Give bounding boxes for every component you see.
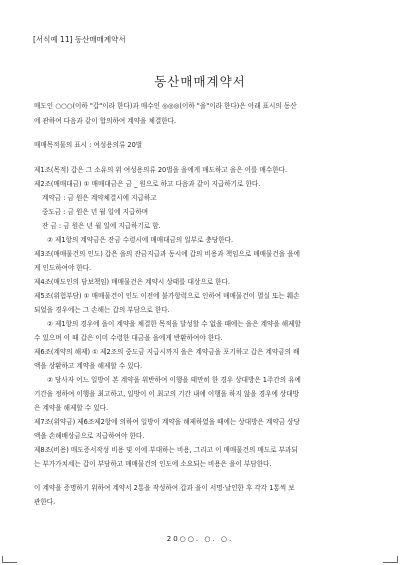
page-corner-mark-right [383,556,398,563]
item-description: 매매목적물의 표시 : 여성용의류 20벌 [34,141,143,149]
article-6-line-2: 액을 상환하고 계약을 해제할 수 있다. [34,362,143,370]
article-5-line-1: 제5조(위험부담) ① 매매물건이 인도 이전에 불가항력으로 인하여 매매물건이 멸실 또는 훼손 [34,292,300,300]
article-6-para-2-line-2: 기간을 정하여 이행을 최고하고, 일방이 이 최고의 기간 내에 이행을 하지 않을 경우에 상대방 [34,390,300,398]
article-6-para-2-line-3: 은 계약을 해제할 수 있다. [34,404,109,412]
article-8-line-2: 는 부가가치세는 갑이 부담하고 매매물건의 인도에 소요되는 비용은 을이 부담한다. [34,460,272,468]
contract-date: 20○○. ○. ○. [166,535,234,543]
page-corner-mark-left [2,556,17,563]
article-3-line-2: 게 인도하여야 한다. [34,264,92,272]
article-2-para-2: ② 제1항의 계약금은 잔금 수령시에 매매대금의 일부로 충당한다. [47,236,234,244]
payment-balance: 잔 금 : 금 원은 년 월 일에 지급하기로 함. [42,222,161,230]
article-4: 제4조(매도인의 담보책임) 매매물건은 계약시 상태를 대상으로 한다. [34,278,230,286]
intro-line-2: 에 관하여 다음과 같이 합의하여 계약을 체결한다. [34,117,177,125]
payment-deposit: 계약금 : 금 원은 계약체결시에 지급하고 [42,194,157,202]
article-6-para-2-line-1: ② 당사자 어느 일방이 본 계약을 위반하여 이행을 태만히 한 경우 상대방은 1주간의 유예 [47,376,301,384]
article-5-line-2: 되었을 경우에는 그 손해는 갑의 부담으로 한다. [34,306,170,314]
document-title: 동산매매계약서 [154,74,246,89]
form-number-label: [서식예 11] 동산매매계약서 [33,35,126,44]
article-1: 제1조(목적) 갑은 그 소유의 위 여성용의류 20벌을 을에게 매도하고 을은 이를 매수한다. [34,166,288,174]
intro-line-1: 매도인 ○○○(이하 "갑"이라 한다)과 매수인 ◎◎◎(이하 "을"이라 한다)은 아래 표시의 동산 [34,102,297,110]
article-6-line-1: 제6조(계약의 해제) ① 제2조의 중도금 지급시까지 을은 계약금을 포기하고 갑은 계약금의 배 [34,348,300,356]
closing-line-2: 관한다. [34,498,56,506]
article-2-para-1: 제2조(매매대금) ① 매매대금은 금 _ 원으로 하고 다음과 같이 지급하기로 한다. [34,180,261,188]
article-5-para-2-line-1: ② 제1항의 경우에 을이 계약을 체결한 목적을 달성할 수 없을 때에는 을은 계약을 해제할 [47,320,301,328]
article-7-line-2: 액을 손해배상금으로 지급하여야 한다. [34,432,145,440]
article-8-line-1: 제8조(비용) 매도증서작성 비용 및 이에 부대하는 비용, 그리고 이 매매물건의 매도로 부과되 [34,446,298,454]
closing-line-1: 이 계약을 증명하기 위하여 계약서 2통을 작성하여 갑과 을이 서명·날인한 후 각각 1통씩 보 [34,484,295,492]
article-7-line-1: 제7조(위약금) 제6조제2항에 의하여 일방이 계약을 해제하였을 때에는 상대방은 계약금 상당 [34,418,300,426]
payment-interim: 중도금 : 금 원은 년 월 일에 지급하며 [42,208,149,216]
article-3-line-1: 제3조(매매물건의 인도) 갑은 을의 잔금지급과 동시에 갑의 비용과 책임으로 매매물건을 을에 [34,250,300,258]
article-5-para-2-line-2: 수 있으며 이 때 갑은 이미 수령한 대금을 을에게 반환하여야 한다. [34,334,223,342]
